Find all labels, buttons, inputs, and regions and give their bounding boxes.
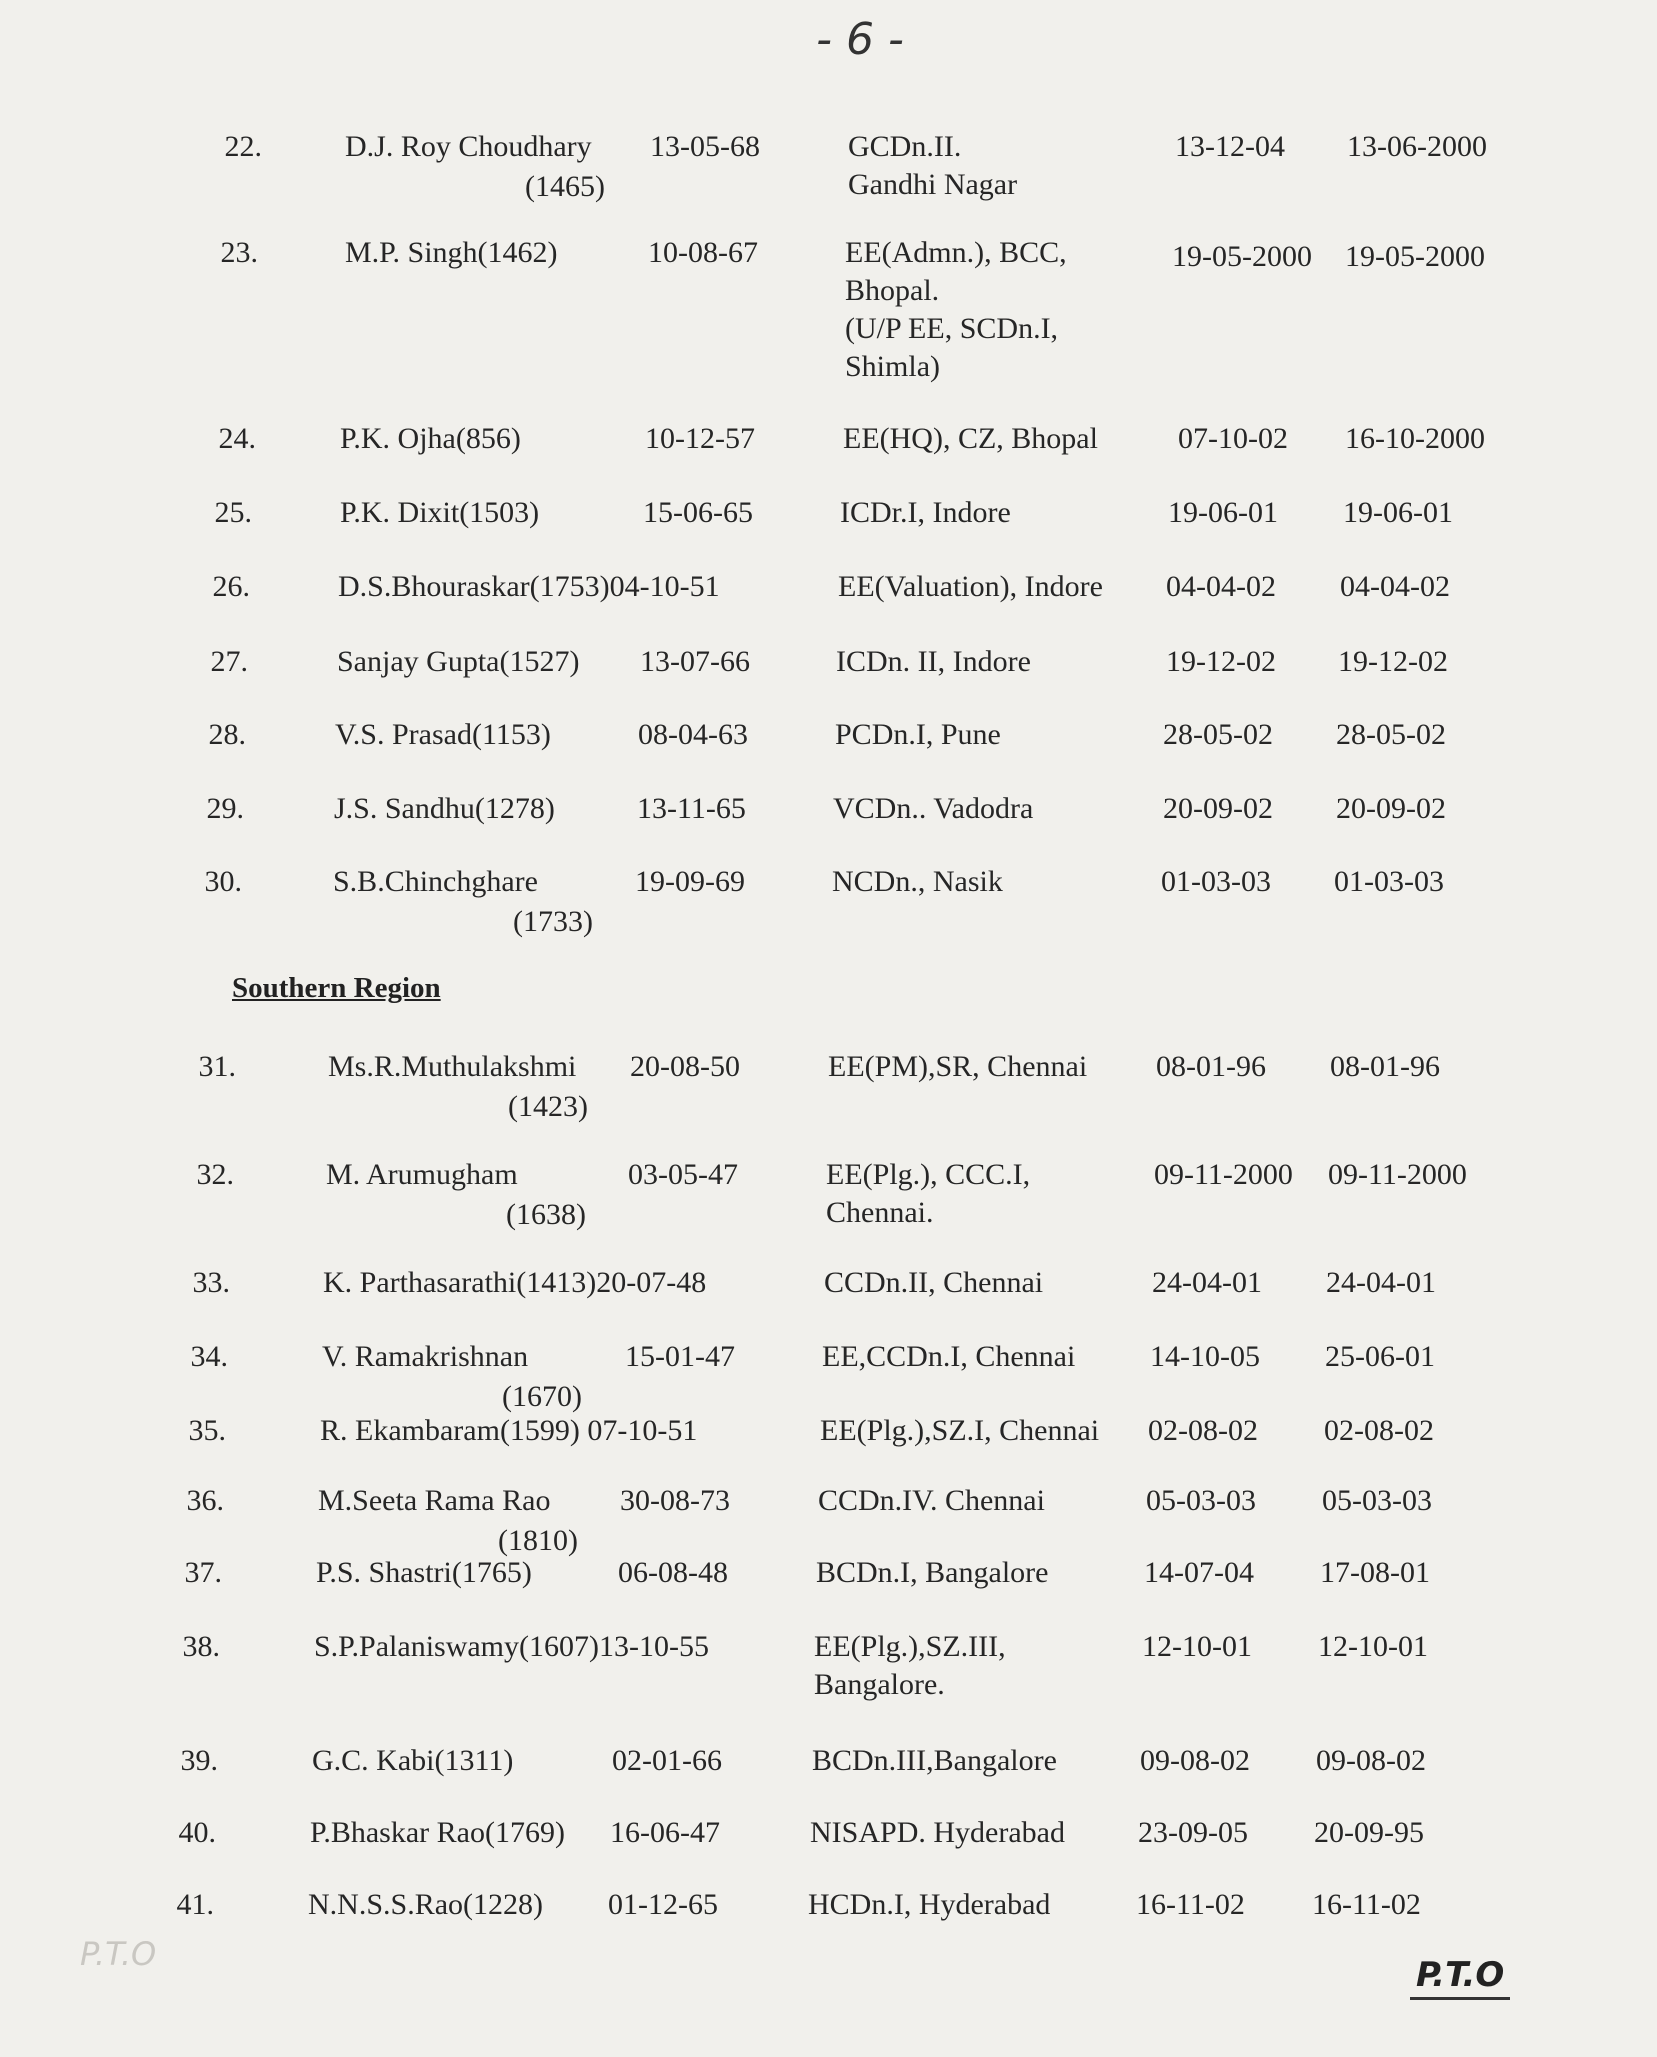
serial-number: 41. (176, 1888, 214, 1921)
date-from: 09-11-2000 (1154, 1158, 1293, 1191)
posting-line: EE(Admn.), BCC, (845, 236, 1067, 269)
officer-code: (1670) (502, 1380, 582, 1413)
officer-code: (1423) (508, 1090, 588, 1123)
posting-line: BCDn.I, Bangalore (816, 1556, 1049, 1589)
date-from: 19-12-02 (1166, 645, 1276, 678)
serial-number: 36. (186, 1484, 224, 1517)
posting-cell (843, 422, 1098, 456)
date-from: 19-05-2000 (1172, 240, 1312, 273)
serial-number: 23. (220, 236, 258, 269)
date-of-birth: 20-08-50 (630, 1050, 740, 1083)
pto-mark: P.T.O (1410, 1955, 1510, 2000)
table-row (0, 130, 1657, 203)
date-of-birth: 30-08-73 (620, 1484, 730, 1517)
officer-code: (1465) (525, 170, 605, 203)
table-row (0, 792, 1657, 832)
date-of-birth: 10-12-57 (645, 422, 755, 455)
posting-line: ICDr.I, Indore (840, 496, 1011, 529)
serial-number: 34. (190, 1340, 228, 1373)
posting-cell (822, 1340, 1075, 1374)
serial-number: 31. (198, 1050, 236, 1083)
officer-name: M. Arumugham (326, 1158, 518, 1191)
date-from: 12-10-01 (1142, 1630, 1252, 1663)
posting-line: CCDn.IV. Chennai (818, 1484, 1045, 1517)
officer-name: V.S. Prasad(1153) (335, 718, 551, 751)
table-row (0, 496, 1657, 536)
date-since: 13-06-2000 (1347, 130, 1487, 163)
date-since: 19-12-02 (1338, 645, 1448, 678)
date-from: 23-09-05 (1138, 1816, 1248, 1849)
date-of-birth: 19-09-69 (635, 865, 745, 898)
serial-number: 22. (224, 130, 262, 163)
posting-line: CCDn.II, Chennai (824, 1266, 1044, 1299)
posting-line: GCDn.II. (848, 130, 962, 163)
posting-line: EE,CCDn.I, Chennai (822, 1340, 1076, 1373)
date-from: 14-10-05 (1150, 1340, 1260, 1373)
date-from: 20-09-02 (1163, 792, 1273, 825)
date-from: 07-10-02 (1178, 422, 1288, 455)
officer-name: N.N.S.S.Rao(1228) (308, 1888, 544, 1921)
serial-number: 27. (210, 645, 248, 678)
bleed-through-mark: P.T.O (80, 1935, 157, 1973)
date-since: 28-05-02 (1336, 718, 1446, 751)
date-from: 08-01-96 (1156, 1050, 1266, 1083)
officer-name: R. Ekambaram(1599) 07-10-51 (320, 1414, 698, 1447)
date-of-birth: 03-05-47 (628, 1158, 738, 1191)
serial-number: 29. (206, 792, 244, 825)
posting-line: BCDn.III,Bangalore (812, 1744, 1057, 1777)
table-row (0, 865, 1657, 938)
table-row (0, 1744, 1657, 1784)
table-row (0, 1816, 1657, 1856)
date-of-birth: 15-06-65 (643, 496, 753, 529)
serial-number: 39. (180, 1744, 218, 1777)
posting-line: Bhopal. (845, 274, 940, 307)
date-from: 01-03-03 (1161, 865, 1271, 898)
posting-line: Bangalore. (814, 1668, 945, 1701)
posting-cell (836, 645, 1031, 679)
officer-name: D.S.Bhouraskar(1753)04-10-51 (338, 570, 720, 603)
serial-number: 33. (192, 1266, 230, 1299)
posting-line: VCDn.. Vadodra (833, 792, 1034, 825)
table-row (0, 1050, 1657, 1123)
officer-name: D.J. Roy Choudhary (345, 130, 592, 163)
officer-code: (1810) (498, 1524, 578, 1557)
date-since: 20-09-95 (1314, 1816, 1424, 1849)
serial-number: 28. (208, 718, 246, 751)
posting-line: PCDn.I, Pune (835, 718, 1001, 751)
officer-name: G.C. Kabi(1311) (312, 1744, 514, 1777)
table-row (0, 1556, 1657, 1596)
officer-name: M.Seeta Rama Rao (318, 1484, 551, 1517)
date-of-birth: 13-05-68 (650, 130, 760, 163)
posting-line: NISAPD. Hyderabad (810, 1816, 1065, 1849)
posting-cell (848, 130, 1017, 202)
officer-name: P.K. Dixit(1503) (340, 496, 540, 529)
posting-line: EE(Plg.),SZ.III, (814, 1630, 1006, 1663)
posting-line: EE(Valuation), Indore (838, 570, 1103, 603)
posting-cell (826, 1158, 1030, 1230)
region-heading: Southern Region (232, 972, 441, 1004)
officer-name: P.K. Ojha(856) (340, 422, 521, 455)
posting-line: Gandhi Nagar (848, 168, 1018, 201)
date-from: 09-08-02 (1140, 1744, 1250, 1777)
officer-code: (1733) (513, 905, 593, 938)
posting-line: Chennai. (826, 1196, 934, 1229)
serial-number: 26. (212, 570, 250, 603)
date-of-birth: 06-08-48 (618, 1556, 728, 1589)
posting-line: HCDn.I, Hyderabad (808, 1888, 1051, 1921)
posting-line: EE(HQ), CZ, Bhopal (843, 422, 1098, 455)
posting-cell (824, 1266, 1043, 1300)
date-since: 09-08-02 (1316, 1744, 1426, 1777)
serial-number: 25. (214, 496, 252, 529)
date-of-birth: 01-12-65 (608, 1888, 718, 1921)
officer-code: (1638) (506, 1198, 586, 1231)
posting-cell (833, 792, 1033, 826)
serial-number: 40. (178, 1816, 216, 1849)
posting-line: EE(Plg.), CCC.I, (826, 1158, 1031, 1191)
table-row (0, 236, 1657, 383)
table-row (0, 1888, 1657, 1928)
posting-cell (840, 496, 1011, 530)
date-of-birth: 13-11-65 (637, 792, 746, 825)
date-since: 24-04-01 (1326, 1266, 1436, 1299)
page-number: - 6 - (816, 14, 904, 65)
date-of-birth: 02-01-66 (612, 1744, 722, 1777)
date-since: 25-06-01 (1325, 1340, 1435, 1373)
posting-line: NCDn., Nasik (832, 865, 1003, 898)
date-from: 13-12-04 (1175, 130, 1285, 163)
date-since: 16-10-2000 (1345, 422, 1485, 455)
table-row (0, 718, 1657, 758)
posting-cell (816, 1556, 1048, 1590)
posting-line: (U/P EE, SCDn.I, (845, 312, 1059, 345)
posting-line: EE(Plg.),SZ.I, Chennai (820, 1414, 1100, 1447)
posting-cell (835, 718, 1001, 752)
serial-number: 30. (204, 865, 242, 898)
date-from: 02-08-02 (1148, 1414, 1258, 1447)
officer-name: S.P.Palaniswamy(1607)13-10-55 (314, 1630, 709, 1663)
posting-line: EE(PM),SR, Chennai (828, 1050, 1088, 1083)
table-row (0, 1484, 1657, 1557)
table-row (0, 570, 1657, 610)
date-of-birth: 13-07-66 (640, 645, 750, 678)
date-from: 19-06-01 (1168, 496, 1278, 529)
date-since: 04-04-02 (1340, 570, 1450, 603)
date-from: 05-03-03 (1146, 1484, 1256, 1517)
date-since: 20-09-02 (1336, 792, 1446, 825)
date-since: 19-06-01 (1343, 496, 1453, 529)
officer-name: P.Bhaskar Rao(1769) (310, 1816, 565, 1849)
date-of-birth: 15-01-47 (625, 1340, 735, 1373)
serial-number: 35. (188, 1414, 226, 1447)
officer-name: M.P. Singh(1462) (345, 236, 558, 269)
posting-cell (838, 570, 1103, 604)
posting-cell (832, 865, 1003, 899)
officer-name: K. Parthasarathi(1413)20-07-48 (323, 1266, 707, 1299)
date-from: 14-07-04 (1144, 1556, 1254, 1589)
officer-name: Ms.R.Muthulakshmi (328, 1050, 577, 1083)
posting-cell (808, 1888, 1050, 1922)
date-since: 09-11-2000 (1328, 1158, 1467, 1191)
posting-line: Shimla) (845, 350, 940, 383)
date-since: 08-01-96 (1330, 1050, 1440, 1083)
posting-cell (828, 1050, 1087, 1084)
officer-name: P.S. Shastri(1765) (316, 1556, 532, 1589)
date-since: 01-03-03 (1334, 865, 1444, 898)
posting-cell (818, 1484, 1045, 1518)
serial-number: 24. (218, 422, 256, 455)
date-of-birth: 16-06-47 (610, 1816, 720, 1849)
officer-name: V. Ramakrishnan (322, 1340, 529, 1373)
date-since: 19-05-2000 (1345, 240, 1485, 273)
posting-cell (814, 1630, 1006, 1702)
serial-number: 38. (182, 1630, 220, 1663)
table-row (0, 645, 1657, 685)
serial-number: 37. (184, 1556, 222, 1589)
date-since: 05-03-03 (1322, 1484, 1432, 1517)
table-row (0, 1414, 1657, 1454)
date-from: 28-05-02 (1163, 718, 1273, 751)
date-from: 16-11-02 (1136, 1888, 1245, 1921)
date-from: 04-04-02 (1166, 570, 1276, 603)
posting-line: ICDn. II, Indore (836, 645, 1031, 678)
posting-cell (810, 1816, 1065, 1850)
posting-cell (812, 1744, 1057, 1778)
table-row (0, 1266, 1657, 1306)
officer-name: J.S. Sandhu(1278) (334, 792, 555, 825)
posting-cell (845, 236, 1067, 384)
table-row (0, 1630, 1657, 1701)
date-since: 02-08-02 (1324, 1414, 1434, 1447)
table-row (0, 1340, 1657, 1413)
table-row (0, 1158, 1657, 1231)
posting-cell (820, 1414, 1099, 1448)
date-since: 16-11-02 (1312, 1888, 1421, 1921)
date-since: 17-08-01 (1320, 1556, 1430, 1589)
officer-name: Sanjay Gupta(1527) (337, 645, 580, 678)
date-of-birth: 08-04-63 (638, 718, 748, 751)
date-of-birth: 10-08-67 (648, 236, 758, 269)
date-from: 24-04-01 (1152, 1266, 1262, 1299)
serial-number: 32. (196, 1158, 234, 1191)
date-since: 12-10-01 (1318, 1630, 1428, 1663)
table-row (0, 422, 1657, 462)
officer-name: S.B.Chinchghare (333, 865, 538, 898)
